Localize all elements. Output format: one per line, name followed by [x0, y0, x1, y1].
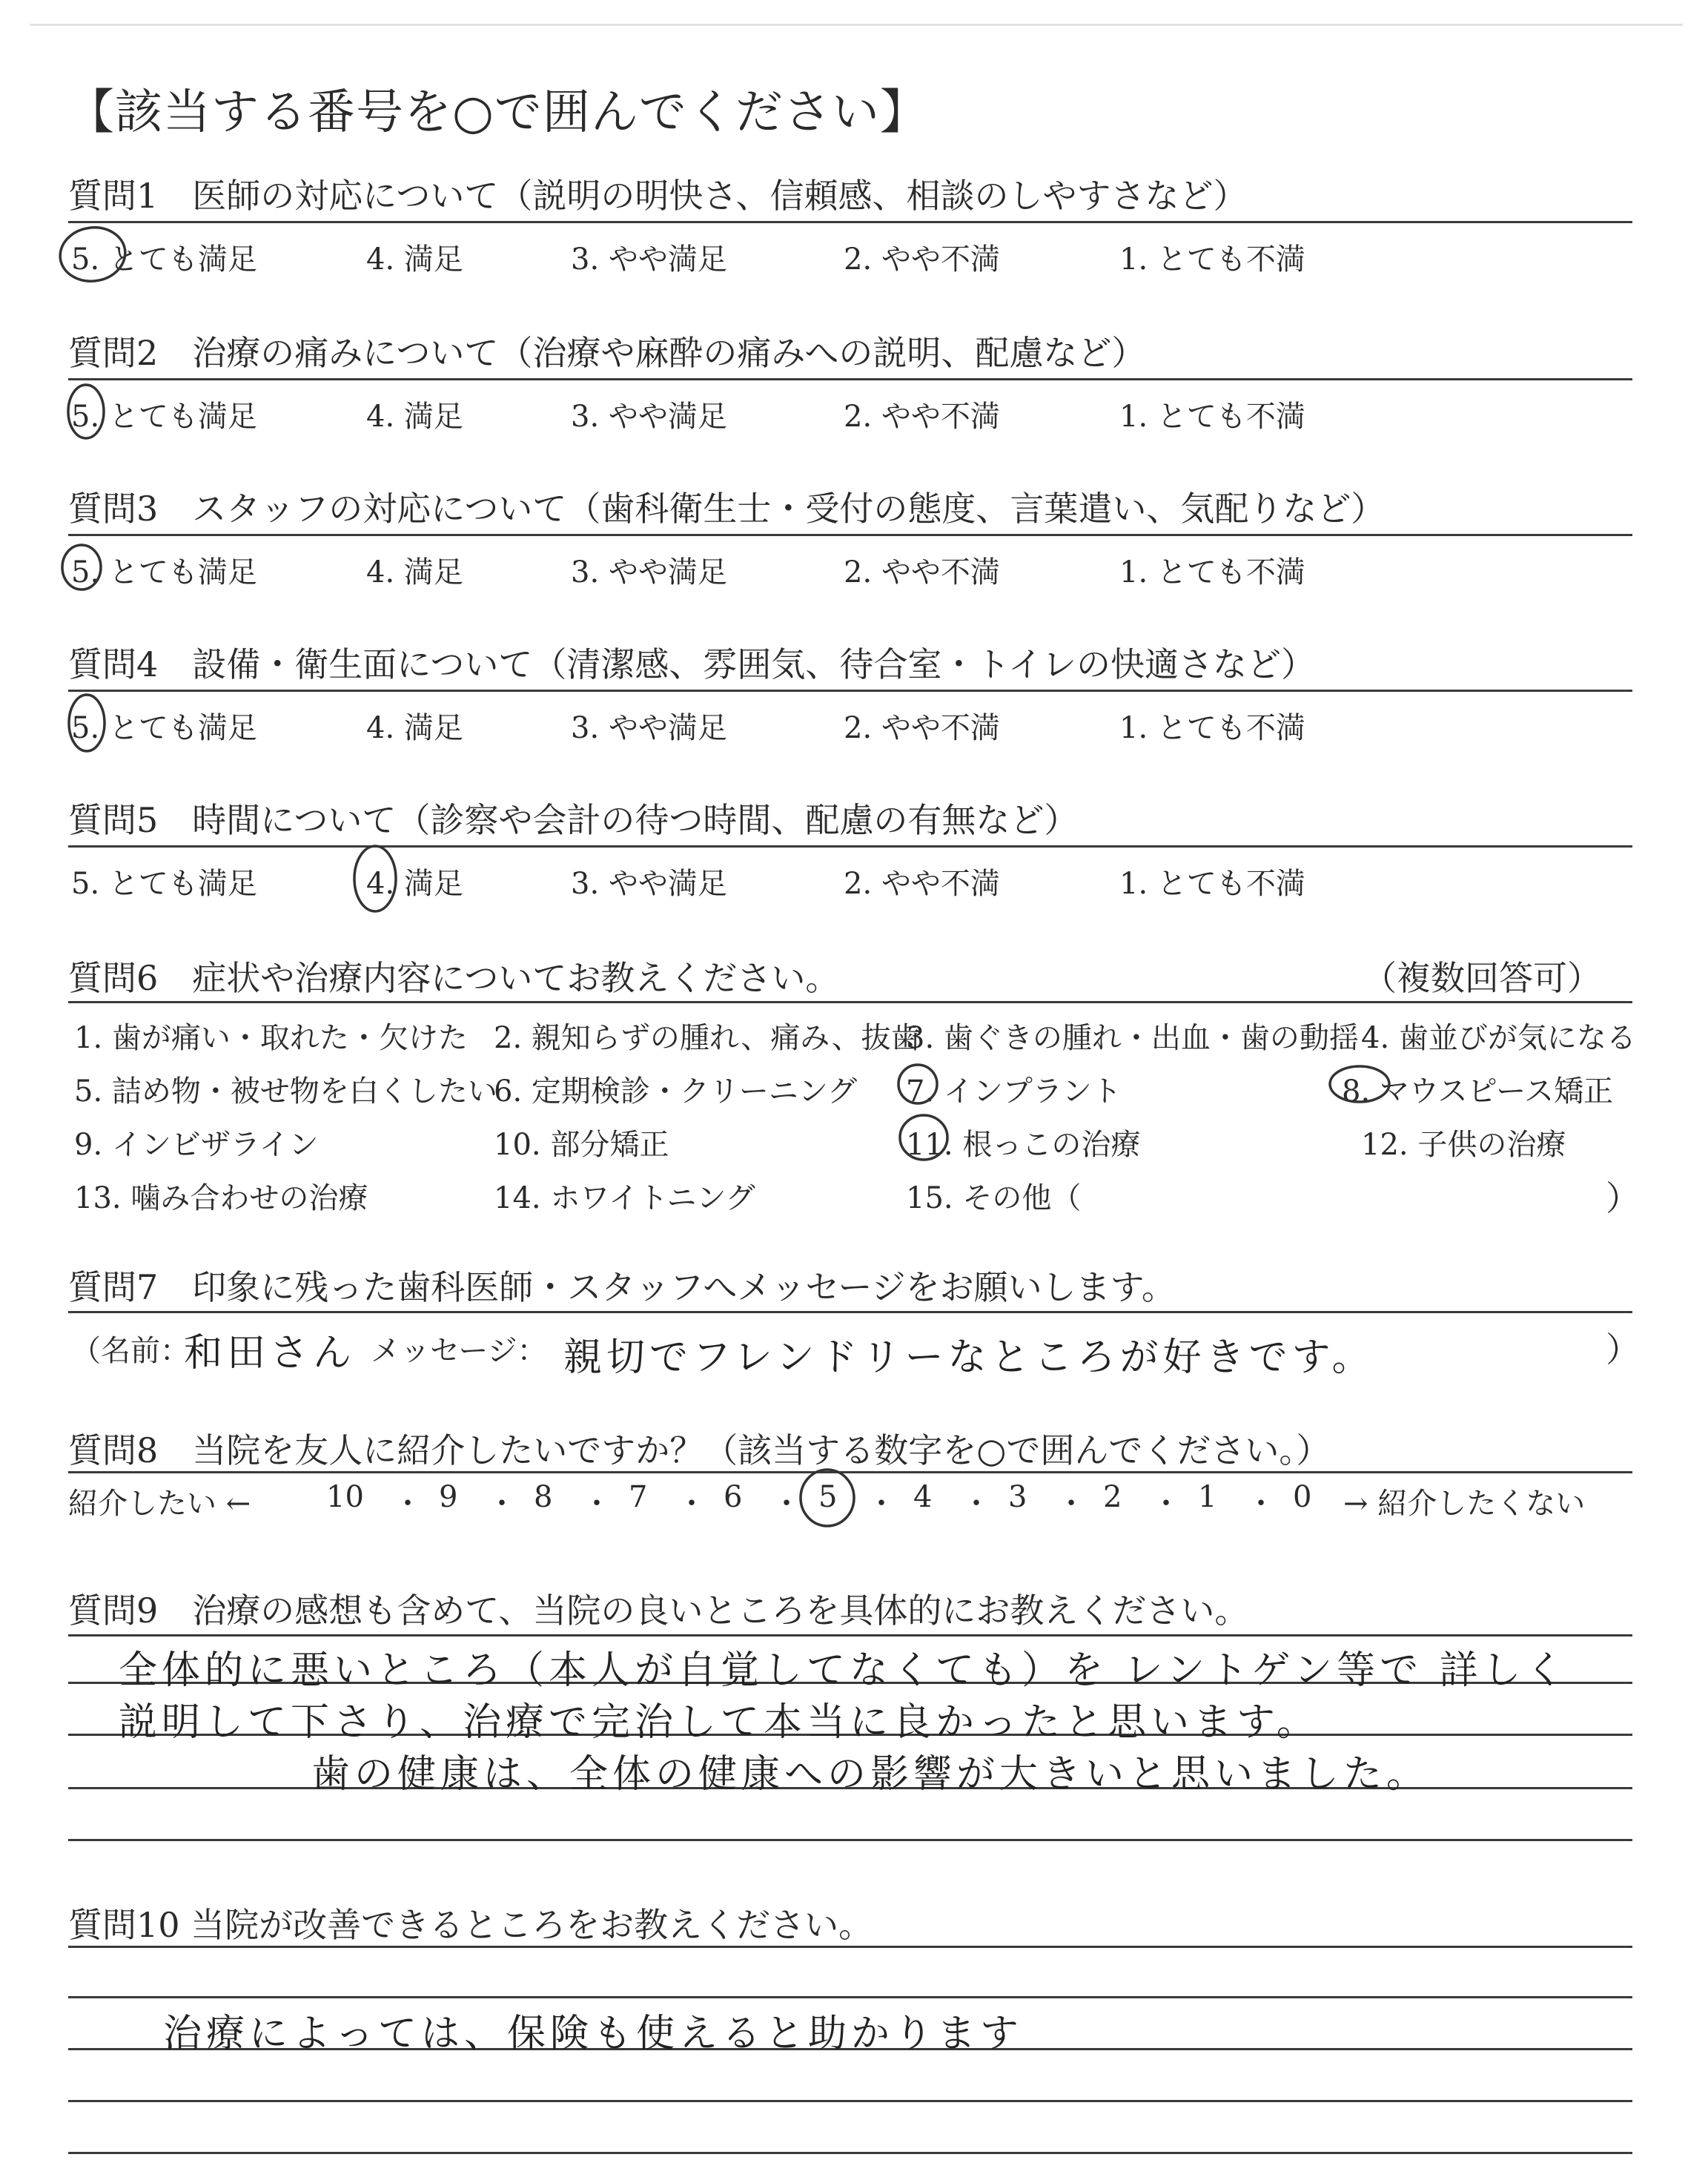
q6-option-1[interactable]: 1. 歯が痛い・取れた・欠けた [74, 1021, 468, 1055]
q3-rule [68, 534, 1632, 536]
q9-title: 質問9 治療の感想も含めて、当院の良いところを具体的にお教えください。 [68, 1591, 1249, 1631]
q8-scale-10[interactable]: 10 [326, 1480, 364, 1514]
q9-answer-line [68, 1839, 1632, 1841]
q8-separator: ・ [677, 1487, 706, 1521]
q6-option-13[interactable]: 13. 噛み合わせの治療 [74, 1181, 368, 1215]
q1-option-2[interactable]: 2. やや不満 [844, 242, 1000, 277]
q4-option-4[interactable]: 4. 満足 [366, 711, 463, 745]
q8-separator: ・ [1056, 1487, 1086, 1521]
q2-option-3[interactable]: 3. やや満足 [571, 400, 727, 434]
q3-title: 質問3 スタッフの対応について（歯科衛生士・受付の態度、言葉遣い、気配りなど） [68, 489, 1386, 529]
q8-scale-0[interactable]: 0 [1293, 1480, 1312, 1514]
q6-option-9[interactable]: 9. インビザライン [74, 1128, 319, 1162]
q2-option-2[interactable]: 2. やや不満 [844, 400, 1000, 434]
q6-option-10[interactable]: 10. 部分矯正 [494, 1128, 669, 1162]
q6-rule [68, 1001, 1632, 1003]
q7-title: 質問7 印象に残った歯科医師・スタッフへメッセージをお願いします。 [68, 1267, 1176, 1307]
q6-multiple-answer-note: （複数回答可） [1363, 958, 1601, 998]
q7-message-label: メッセージ： [371, 1334, 547, 1368]
q5-option-1[interactable]: 1. とても不満 [1119, 867, 1305, 901]
q8-scale-6[interactable]: 6 [724, 1480, 743, 1514]
q8-separator: ・ [487, 1487, 517, 1521]
q3-option-3[interactable]: 3. やや満足 [571, 555, 727, 589]
q5-option-2[interactable]: 2. やや不満 [844, 867, 1000, 901]
q1-option-5[interactable]: 5. とても満足 [71, 242, 257, 277]
q7-message-value[interactable]: 親切でフレンドリーなところが好きです。 [563, 1335, 1375, 1380]
q9-answer-text-3[interactable]: 歯の健康は、全体の健康への影響が大きいと思いました。 [311, 1752, 1430, 1797]
q2-title: 質問2 治療の痛みについて（治療や麻酔の痛みへの説明、配慮など） [68, 333, 1146, 373]
q8-title: 質問8 当院を友人に紹介したいですか？（該当する数字を○で囲んでください。） [68, 1430, 1331, 1470]
q8-scale-7[interactable]: 7 [629, 1480, 648, 1514]
q7-name-value[interactable]: 和田さん [184, 1331, 357, 1375]
q4-option-3[interactable]: 3. やや満足 [571, 711, 727, 745]
q6-option-15[interactable]: 15. その他（ [906, 1181, 1082, 1215]
q3-option-5[interactable]: 5. とても満足 [71, 555, 257, 589]
q6-option-5[interactable]: 5. 詰め物・被せ物を白くしたい [74, 1074, 497, 1109]
q1-option-4[interactable]: 4. 満足 [366, 242, 463, 277]
q8-separator: ・ [961, 1487, 991, 1521]
q8-scale-8[interactable]: 8 [534, 1480, 553, 1514]
q8-separator: ・ [582, 1487, 612, 1521]
q3-option-2[interactable]: 2. やや不満 [844, 555, 1000, 589]
q8-scale-4[interactable]: 4 [913, 1480, 933, 1514]
q6-option-7[interactable]: 7. インプラント [906, 1074, 1122, 1109]
q8-right-label: → 紹介したくない [1343, 1487, 1586, 1521]
q1-option-3[interactable]: 3. やや満足 [571, 242, 727, 277]
q8-scale-9[interactable]: 9 [439, 1480, 458, 1514]
q8-separator: ・ [867, 1487, 896, 1521]
q10-title: 質問10 当院が改善できるところをお教えください。 [68, 1905, 873, 1945]
q6-option-3[interactable]: 3. 歯ぐきの腫れ・出血・歯の動揺 [906, 1021, 1359, 1055]
q4-option-2[interactable]: 2. やや不満 [844, 711, 1000, 745]
q5-option-4[interactable]: 4. 満足 [366, 867, 463, 901]
q6-option-11[interactable]: 11. 根っこの治療 [906, 1128, 1141, 1162]
q8-separator: ・ [1151, 1487, 1181, 1521]
q5-option-3[interactable]: 3. やや満足 [571, 867, 727, 901]
q8-separator: ・ [1246, 1487, 1276, 1521]
q8-rule [68, 1471, 1632, 1473]
q6-title: 質問6 症状や治療内容についてお教えください。 [68, 958, 840, 998]
q8-scale-5[interactable]: 5 [818, 1480, 838, 1514]
q6-option-14[interactable]: 14. ホワイトニング [494, 1181, 755, 1215]
q10-answer-line [68, 2100, 1632, 2102]
q10-answer-line [68, 2152, 1632, 2154]
q2-rule [68, 378, 1632, 380]
q9-rule [68, 1634, 1632, 1636]
q6-option-12[interactable]: 12. 子供の治療 [1361, 1128, 1566, 1162]
q9-answer-text-2[interactable]: 説明して下さり、治療で完治して本当に良かったと思います。 [119, 1700, 1320, 1745]
q3-option-4[interactable]: 4. 満足 [366, 555, 463, 589]
q8-left-label: 紹介したい ← [68, 1487, 251, 1521]
q2-option-5[interactable]: 5. とても満足 [71, 400, 257, 434]
q4-option-1[interactable]: 1. とても不満 [1119, 711, 1305, 745]
q9-answer-text-1[interactable]: 全体的に悪いところ（本人が自覚してなくても）を レントゲン等で 詳しく [119, 1648, 1569, 1693]
q5-option-5[interactable]: 5. とても満足 [71, 867, 257, 901]
q1-option-1[interactable]: 1. とても不満 [1119, 242, 1305, 277]
q7-close-paren: ） [1606, 1330, 1640, 1370]
q4-title: 質問4 設備・衛生面について（清潔感、雰囲気、待合室・トイレの快適さなど） [68, 644, 1316, 684]
q7-name-label: （名前： [71, 1334, 190, 1368]
q7-rule [68, 1311, 1632, 1313]
q6-option-4[interactable]: 4. 歯並びが気になる [1361, 1021, 1636, 1055]
q6-other-close-paren: ） [1606, 1178, 1640, 1218]
q8-scale-1[interactable]: 1 [1198, 1480, 1217, 1514]
q2-option-4[interactable]: 4. 満足 [366, 400, 463, 434]
q8-scale-2[interactable]: 2 [1103, 1480, 1122, 1514]
q6-option-2[interactable]: 2. 親知らずの腫れ、痛み、抜歯 [494, 1021, 921, 1055]
q5-rule [68, 845, 1632, 848]
page-heading: 【該当する番号を○で囲んでください】 [67, 85, 928, 140]
q1-title: 質問1 医師の対応について（説明の明快さ、信頼感、相談のしやすさなど） [68, 176, 1248, 216]
q4-rule [68, 690, 1632, 692]
q2-option-1[interactable]: 1. とても不満 [1119, 400, 1305, 434]
q10-answer-text-1[interactable]: 治療によっては、保険も使えると助かります [163, 2012, 1024, 2056]
page-top-rule [30, 24, 1683, 26]
q5-title: 質問5 時間について（診察や会計の待つ時間、配慮の有無など） [68, 800, 1079, 840]
q10-answer-line [68, 1996, 1632, 1998]
q3-option-1[interactable]: 1. とても不満 [1119, 555, 1305, 589]
q1-rule [68, 221, 1632, 223]
q8-separator: ・ [393, 1487, 423, 1521]
q4-option-5[interactable]: 5. とても満足 [71, 711, 257, 745]
q8-separator: ・ [772, 1487, 801, 1521]
q6-option-8[interactable]: 8. マウスピース矯正 [1342, 1074, 1614, 1109]
q10-rule [68, 1946, 1632, 1948]
q8-scale-3[interactable]: 3 [1008, 1480, 1027, 1514]
q6-option-6[interactable]: 6. 定期検診・クリーニング [494, 1074, 858, 1109]
